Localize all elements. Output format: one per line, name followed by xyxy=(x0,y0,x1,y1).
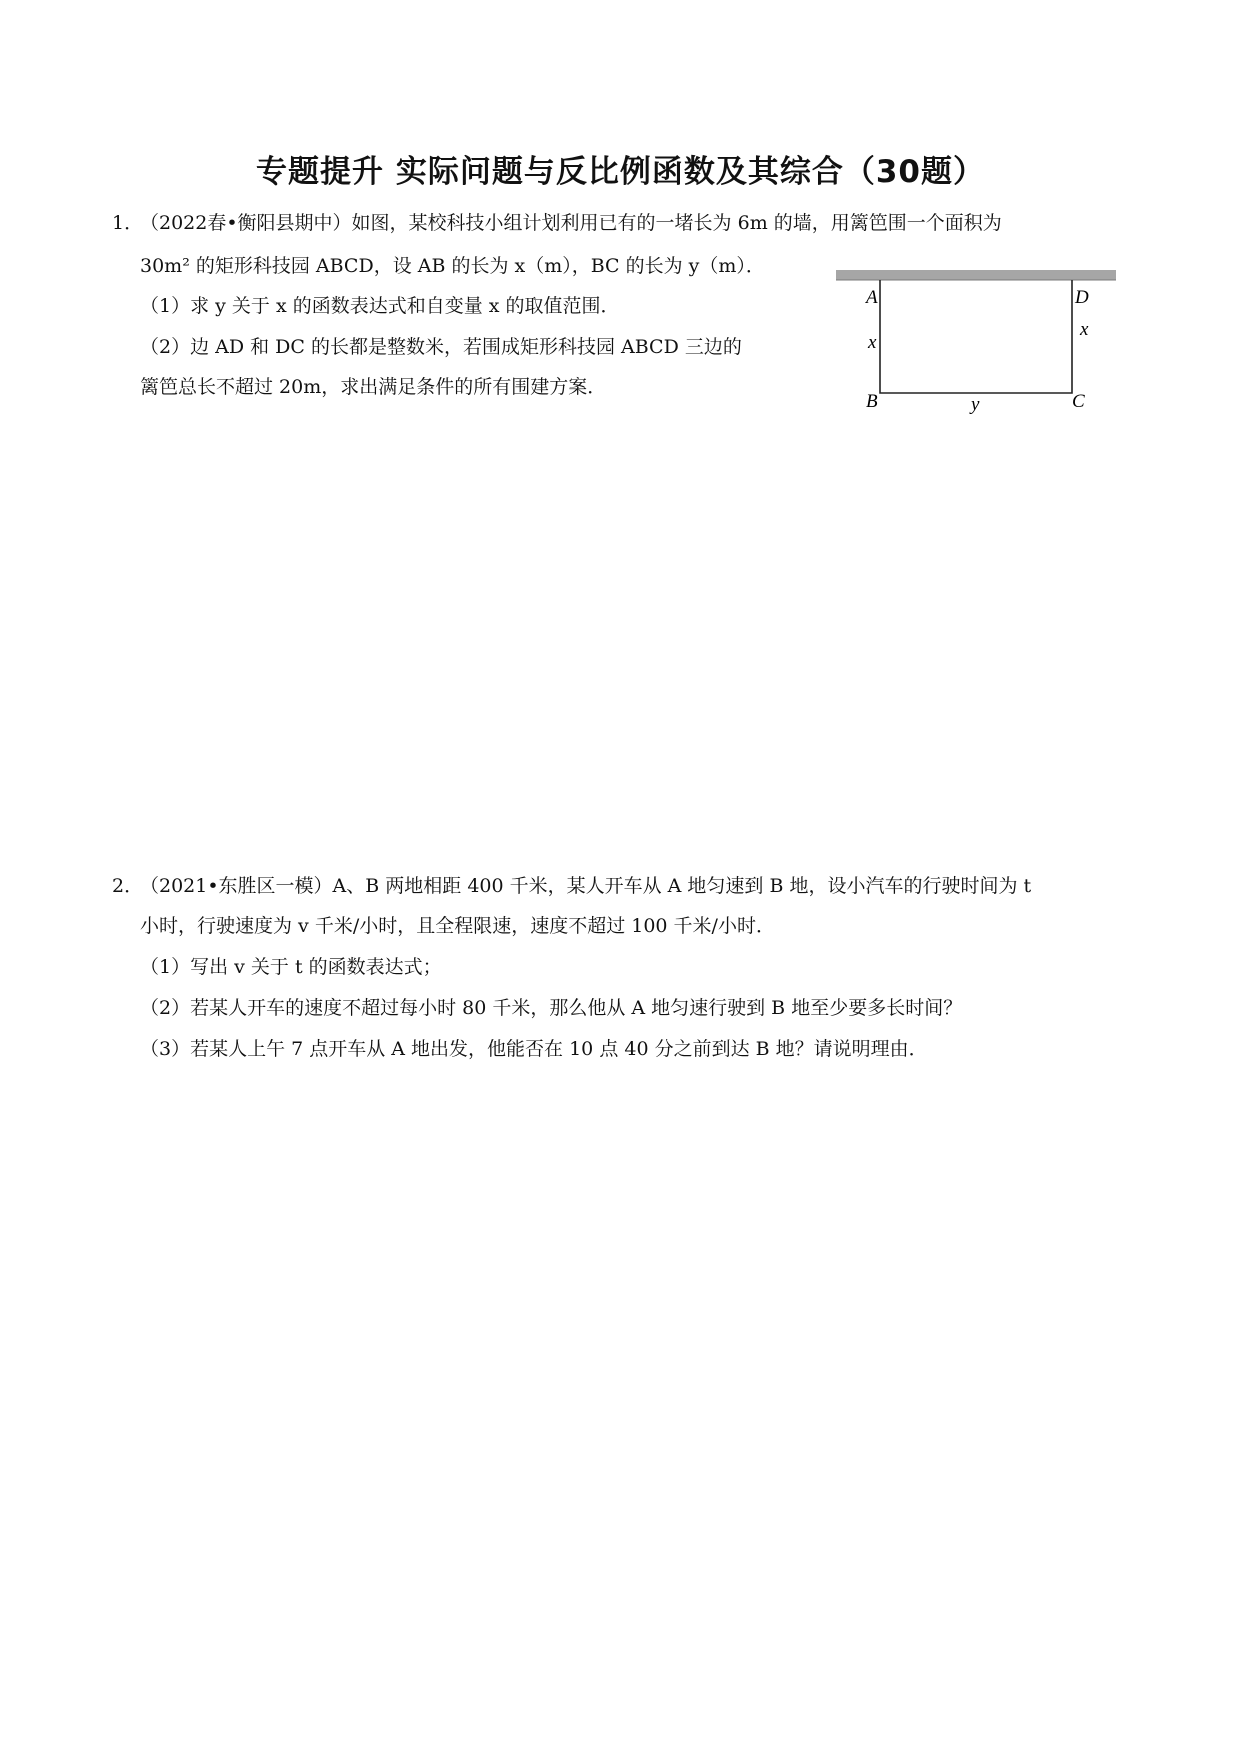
question-1-number: 1． xyxy=(112,212,144,234)
question-1-part-2-line-2: 篱笆总长不超过 20m，求出满足条件的所有围建方案． xyxy=(140,376,607,398)
label-C: C xyxy=(1072,391,1085,412)
question-2-number: 2． xyxy=(112,875,144,897)
rectangle-garden-figure xyxy=(836,262,1126,422)
page-title: 专题提升 实际问题与反比例函数及其综合（30题） xyxy=(256,154,985,190)
question-1-line-2: 30m² 的矩形科技园 ABCD，设 AB 的长为 x（m），BC 的长为 y（m）． xyxy=(140,255,765,277)
question-2-line-2: 小时，行驶速度为 v 千米/小时，且全程限速，速度不超过 100 千米/小时． xyxy=(140,915,775,937)
label-y-bottom: y xyxy=(971,394,980,415)
fence-outline xyxy=(880,280,1072,393)
question-1-part-1: （1）求 y 关于 x 的函数表达式和自变量 x 的取值范围． xyxy=(140,295,620,317)
label-D: D xyxy=(1075,287,1089,308)
label-x-right: x xyxy=(1080,319,1089,340)
question-1-line-1: （2022春•衡阳县期中）如图，某校科技小组计划利用已有的一堵长为 6m 的墙，用篱笆围一个面积为 xyxy=(140,212,1002,234)
label-A: A xyxy=(866,287,878,308)
label-B: B xyxy=(866,391,878,412)
question-1-part-2-line-1: （2）边 AD 和 DC 的长都是整数米，若围成矩形科技园 ABCD 三边的 xyxy=(140,336,742,358)
wall xyxy=(836,270,1116,280)
question-2-part-3: （3）若某人上午 7 点开车从 A 地出发，他能否在 10 点 40 分之前到达 B 地？请说明理由． xyxy=(140,1038,928,1060)
question-2-part-2: （2）若某人开车的速度不超过每小时 80 千米，那么他从 A 地匀速行驶到 B 地至少要多长时间？ xyxy=(140,997,963,1019)
question-2-line-1: （2021•东胜区一模）A、B 两地相距 400 千米，某人开车从 A 地匀速到 B 地，设小汽车的行驶时间为 t xyxy=(140,875,1032,897)
label-x-left: x xyxy=(868,332,877,353)
question-2-part-1: （1）写出 v 关于 t 的函数表达式； xyxy=(140,956,442,978)
